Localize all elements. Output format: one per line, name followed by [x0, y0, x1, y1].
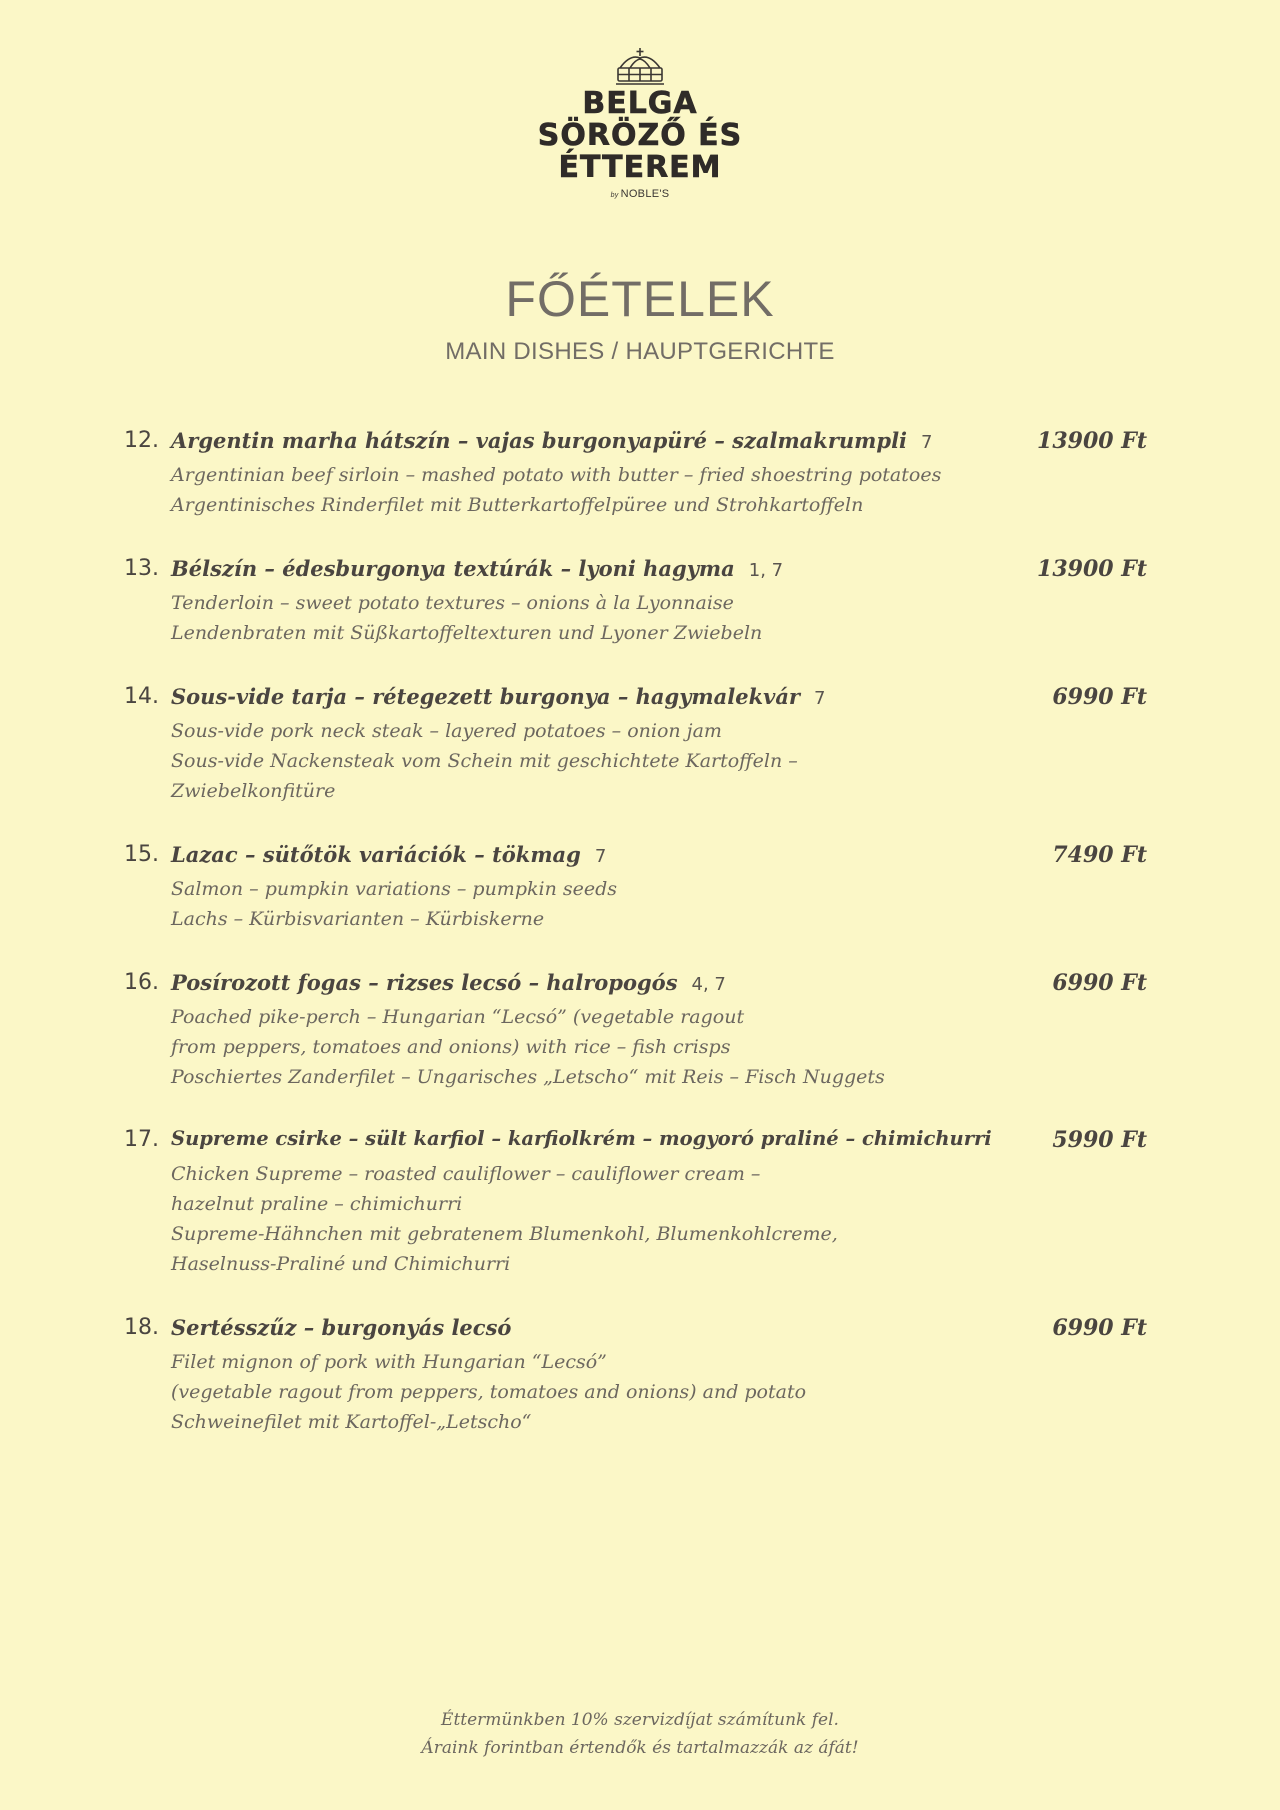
description-line: Tenderloin – sweet potato textures – onions à la Lyonnaise: [171, 592, 734, 614]
dish-description: [171, 874, 617, 934]
description-line: Lachs – Kürbisvarianten – Kürbiskerne: [171, 908, 545, 930]
description-line: Sous-vide Nackensteak vom Schein mit geschichtete Kartoffeln –: [171, 750, 798, 772]
description-line: Zwiebelkonfitüre: [171, 780, 336, 802]
description-line: Argentinisches Rinderfilet mit Butterkartoffelpüree und Strohkartoffeln: [171, 494, 864, 516]
description-line: Lendenbraten mit Süßkartoffeltexturen und Lyoner Zwiebeln: [171, 622, 763, 644]
dish-description: [171, 460, 941, 520]
dish-name-text: Argentin marha hátszín – vajas burgonyapüré – szalmakrumpli: [171, 428, 908, 453]
logo-brand: [0, 188, 1280, 200]
footer-note: [0, 1706, 1280, 1762]
dish-number: 14.: [124, 684, 159, 709]
logo-line-2: SÖRÖZŐ ÉS: [537, 118, 743, 153]
restaurant-logo: [0, 46, 1280, 200]
dish-price: 6990 Ft: [1052, 684, 1147, 710]
description-line: Filet mignon of pork with Hungarian “Lecsó”: [171, 1351, 607, 1373]
description-line: (vegetable ragout from peppers, tomatoes and onions) and potato: [171, 1381, 807, 1403]
dish-number: 17.: [124, 1127, 159, 1152]
dish-name: [171, 842, 606, 867]
dish-price: 7490 Ft: [1052, 842, 1147, 868]
dish-name: [171, 684, 825, 709]
dish-price: 6990 Ft: [1052, 1315, 1147, 1341]
description-line: Sous-vide pork neck steak – layered potatoes – onion jam: [171, 720, 722, 742]
description-line: Salmon – pumpkin variations – pumpkin seeds: [171, 878, 617, 900]
dish-name: [171, 556, 783, 581]
service-charge-note: Éttermünkben 10% szervizdíjat számítunk fel.: [441, 1710, 839, 1730]
dish-description: [171, 716, 798, 806]
dish-name-text: Bélszín – édesburgonya textúrák – lyoni hagyma: [171, 556, 735, 581]
dish-number: 13.: [124, 556, 159, 581]
crown-icon: [612, 46, 668, 88]
dish-description: [171, 588, 762, 648]
dish-description: [171, 1159, 838, 1279]
logo-line-3: ÉTTEREM: [558, 150, 722, 185]
description-line: Haselnuss-Praliné und Chimichurri: [171, 1253, 511, 1275]
dish-description: [171, 1347, 806, 1437]
dish-price: 13900 Ft: [1037, 556, 1147, 582]
dish-name-text: Posírozott fogas – rizses lecsó – halropogós: [171, 970, 678, 995]
description-line: Schweinefilet mit Kartoffel-„Letscho“: [171, 1411, 532, 1433]
page-title: FŐÉTELEK: [505, 271, 775, 327]
description-line: Chicken Supreme – roasted cauliflower – cauliflower cream –: [171, 1163, 761, 1185]
dish-number: 16.: [124, 970, 159, 995]
logo-brand-name: NOBLE'S: [620, 188, 670, 200]
description-line: Argentinian beef sirloin – mashed potato with butter – fried shoestring potatoes: [171, 464, 942, 486]
dish-number: 15.: [124, 842, 159, 867]
dish-name-text: Sous-vide tarja – rétegezett burgonya – hagymalekvár: [171, 684, 800, 709]
dish-price: 6990 Ft: [1052, 970, 1147, 996]
dish-price: 13900 Ft: [1037, 428, 1147, 454]
page-subtitle: MAIN DISHES / HAUPTGERICHTE: [445, 338, 835, 365]
dish-name-text: Sertésszűz – burgonyás lecsó: [171, 1315, 512, 1340]
logo-line-1: BELGA: [582, 86, 698, 121]
allergen-codes: 1, 7: [748, 560, 784, 581]
description-line: Supreme-Hähnchen mit gebratenem Blumenkohl, Blumenkohlcreme,: [171, 1223, 838, 1245]
dish-description: [171, 1002, 885, 1092]
dish-name: [171, 970, 726, 995]
dish-number: 12.: [124, 428, 159, 453]
description-line: hazelnut praline – chimichurri: [171, 1193, 463, 1215]
description-line: Poached pike-perch – Hungarian “Lecsó” (vegetable ragout: [171, 1006, 745, 1028]
dish-name: [171, 428, 932, 453]
allergen-codes: 7: [814, 688, 826, 709]
dish-number: 18.: [124, 1315, 159, 1340]
dish-name-text: Lazac – sütőtök variációk – tökmag: [171, 842, 581, 867]
vat-note: Áraink forintban értendők és tartalmazzák az áfát!: [421, 1738, 859, 1758]
description-line: from peppers, tomatoes and onions) with rice – fish crisps: [171, 1036, 731, 1058]
dish-name: [171, 1127, 992, 1150]
dish-name-text: Supreme csirke – sült karfiol – karfiolkrém – mogyoró praliné – chimichurri: [171, 1127, 992, 1150]
logo-by: by: [610, 192, 619, 199]
description-line: Poschiertes Zanderfilet – Ungarisches „Letscho“ mit Reis – Fisch Nuggets: [171, 1066, 885, 1088]
allergen-codes: 4, 7: [691, 974, 726, 995]
dish-price: 5990 Ft: [1052, 1127, 1147, 1153]
allergen-codes: 7: [594, 846, 607, 867]
dish-name: [171, 1315, 511, 1340]
allergen-codes: 7: [921, 432, 933, 453]
